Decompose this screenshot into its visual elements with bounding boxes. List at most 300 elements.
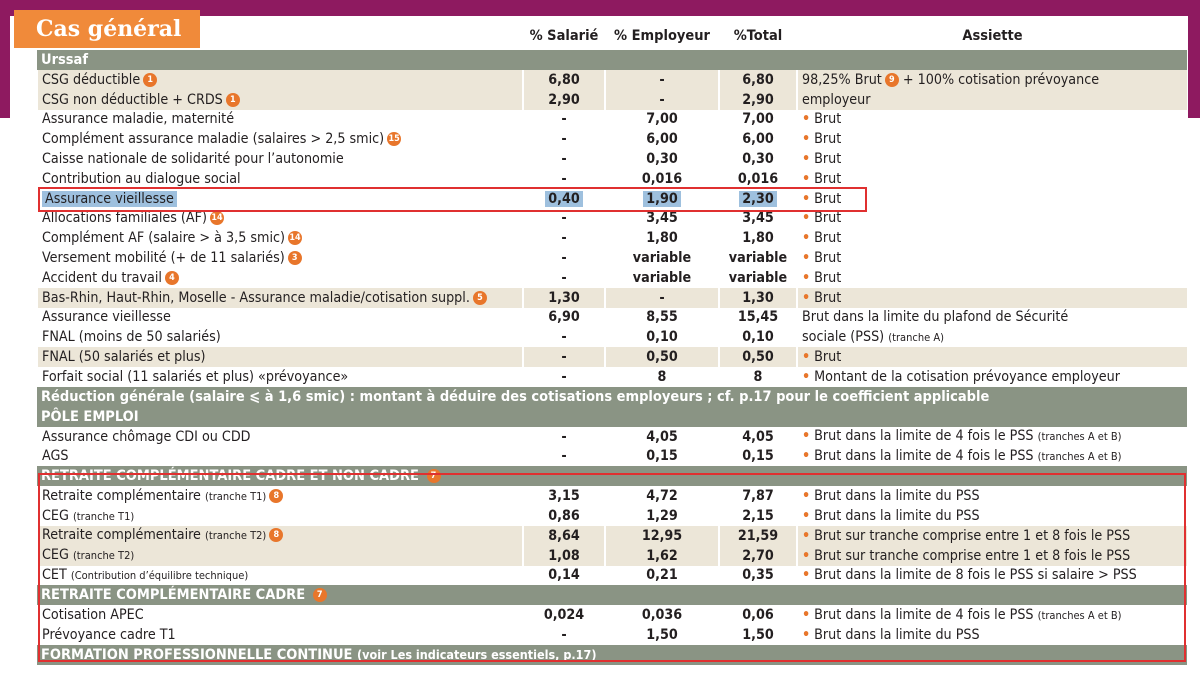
assiette-text: Brut sur tranche comprise entre 1 et 8 fois le PSS: [814, 527, 1131, 544]
rate-emp-cell: [605, 189, 719, 209]
row-label: Bas-Rhin, Haut-Rhin, Moselle - Assurance maladie/cotisation suppl.: [42, 289, 470, 306]
rate-sal-cell: [523, 189, 605, 209]
bullet-icon: •: [802, 488, 811, 505]
rate-sal-cell: [523, 308, 605, 328]
assiette-text: Brut dans la limite du PSS: [814, 627, 980, 644]
table-row: [37, 447, 1187, 467]
assiette-cell: [797, 70, 1187, 90]
note-number-icon: 14: [211, 213, 223, 224]
rate-sal-cell: [523, 248, 605, 268]
note-number-icon: 9: [885, 73, 899, 87]
rate-tot: 1,50: [742, 627, 774, 644]
row-label: Prévoyance cadre T1: [42, 627, 176, 644]
rate-emp: 8,55: [646, 309, 678, 326]
rate-sal-cell: [523, 506, 605, 526]
assiette-text: Brut dans la limite de 4 fois le PSS: [814, 428, 1034, 445]
assiette-suffix: + 100% cotisation prévoyance: [902, 71, 1100, 88]
assiette-text: Brut: [814, 151, 842, 168]
assiette-note: (tranche A): [888, 330, 944, 344]
table-row: [37, 526, 1187, 546]
rate-tot-cell: [719, 110, 797, 130]
assiette-cell: [797, 308, 1187, 328]
rate-tot-cell: [719, 70, 797, 90]
row-label: CSG non déductible + CRDS: [42, 91, 223, 108]
rate-emp-cell: [605, 566, 719, 586]
note-number-icon: 5: [473, 291, 487, 305]
table-row: [37, 625, 1187, 645]
assiette-cell: [797, 288, 1187, 308]
table-row: [37, 248, 1187, 268]
row-label-note: (tranche T1): [72, 509, 135, 523]
contributions-table: [36, 22, 1187, 665]
row-label: Assurance maladie, maternité: [42, 111, 235, 128]
row-label-note: (tranche T2): [204, 529, 267, 543]
rate-sal: -: [561, 448, 567, 465]
rate-emp: 1,90: [643, 191, 681, 207]
section-title: FORMATION PROFESSIONNELLE CONTINUE: [41, 646, 353, 663]
table-row: [37, 70, 1187, 90]
assiette-text: Brut sur tranche comprise entre 1 et 8 fois le PSS: [814, 547, 1131, 564]
rate-tot: 21,59: [737, 527, 779, 544]
rate-sal: -: [561, 210, 567, 227]
rate-sal-cell: [523, 288, 605, 308]
section-header-row: [37, 645, 1187, 665]
rate-emp: 12,95: [641, 527, 683, 544]
rate-sal-cell: [523, 526, 605, 546]
assiette-text: Brut: [814, 111, 842, 128]
assiette-cell: [797, 169, 1187, 189]
rate-tot-cell: [719, 327, 797, 347]
bullet-icon: •: [802, 170, 811, 187]
rate-emp-cell: [605, 526, 719, 546]
rate-sal-cell: [523, 268, 605, 288]
rate-tot: 4,05: [742, 428, 774, 445]
rate-emp-cell: [605, 169, 719, 189]
rate-sal: -: [561, 368, 567, 385]
rate-emp-cell: [605, 625, 719, 645]
assiette-cell: [797, 347, 1187, 367]
rate-tot-cell: [719, 566, 797, 586]
assiette-text: Brut dans la limite du PSS: [814, 488, 980, 505]
table-row: [37, 110, 1187, 130]
rate-emp: 3,45: [646, 210, 678, 227]
section-title: Réduction générale (salaire ⩽ à 1,6 smic) : montant à déduire des cotisations employeurs ; cf. p.17 pour le coefficient applicable: [41, 388, 990, 405]
assiette-text: employeur: [802, 91, 871, 108]
assiette-text: Brut: [814, 269, 842, 286]
rate-sal: 6,80: [548, 71, 580, 88]
rate-emp: 1,80: [646, 230, 678, 247]
row-label-cell: [37, 70, 523, 90]
rate-tot: 2,30: [739, 191, 777, 207]
row-label: Complément AF (salaire > à 3,5 smic): [42, 230, 286, 247]
rate-tot-cell: [719, 367, 797, 387]
row-label-cell: [37, 506, 523, 526]
rate-tot: 7,87: [742, 488, 774, 505]
table-row: [37, 189, 1187, 209]
rate-sal: 0,14: [548, 567, 580, 584]
rate-emp-cell: [605, 110, 719, 130]
assiette-text: Brut dans la limite de 8 fois le PSS si salaire > PSS: [814, 567, 1137, 584]
rate-sal: 8,64: [548, 527, 580, 544]
row-label: Forfait social (11 salariés et plus) «prévoyance»: [42, 368, 349, 385]
rate-emp-cell: [605, 367, 719, 387]
rate-tot: 0,35: [742, 567, 774, 584]
section-title: RETRAITE COMPLÉMENTAIRE CADRE ET NON CADRE: [41, 468, 419, 485]
row-label-cell: [37, 566, 523, 586]
rate-tot: 0,016: [737, 170, 779, 187]
section-title-cell: [37, 50, 1187, 70]
assiette-text: Brut: [814, 250, 842, 267]
rate-emp: 8: [657, 368, 667, 385]
rate-sal-cell: [523, 110, 605, 130]
row-label-note: (tranche T2): [72, 549, 135, 563]
row-label-cell: [37, 189, 523, 209]
section-title-cell: [37, 466, 1187, 486]
bullet-icon: •: [802, 428, 811, 445]
rate-emp: variable: [632, 269, 692, 286]
row-label-cell: [37, 327, 523, 347]
rate-sal: -: [561, 428, 567, 445]
assiette-text: Brut: [814, 210, 842, 227]
assiette-cell: [797, 327, 1187, 347]
rate-tot: 7,00: [742, 111, 774, 128]
assiette-cell: [797, 189, 1187, 209]
bullet-icon: •: [802, 567, 811, 584]
rate-tot-cell: [719, 347, 797, 367]
rate-sal: 3,15: [548, 488, 580, 505]
row-label-cell: [37, 308, 523, 328]
section-title: Urssaf: [41, 52, 89, 68]
row-label: FNAL (moins de 50 salariés): [42, 329, 221, 346]
row-label: Assurance vieillesse: [42, 191, 177, 207]
row-label-cell: [37, 129, 523, 149]
note-number-icon: 15: [388, 134, 400, 145]
assiette-note: (tranches A et B): [1037, 608, 1122, 622]
row-label-cell: [37, 149, 523, 169]
rate-emp: -: [659, 289, 665, 306]
rate-emp-cell: [605, 209, 719, 229]
note-number-icon: 4: [165, 271, 179, 285]
rate-sal-cell: [523, 566, 605, 586]
rate-sal: -: [561, 151, 567, 168]
rate-tot: 1,30: [742, 289, 774, 306]
rate-emp-cell: [605, 605, 719, 625]
row-label-cell: [37, 209, 523, 229]
rate-emp: 0,50: [646, 349, 678, 366]
assiette-text: Brut: [814, 230, 842, 247]
rate-tot: 0,15: [742, 448, 774, 465]
assiette-text: 98,25% Brut: [802, 71, 882, 88]
assiette-cell: [797, 268, 1187, 288]
rate-tot-cell: [719, 447, 797, 467]
rate-emp-cell: [605, 228, 719, 248]
table-row: [37, 566, 1187, 586]
page-title: Cas général: [14, 10, 200, 48]
table-row: [37, 149, 1187, 169]
rate-tot-cell: [719, 129, 797, 149]
assiette-cell: [797, 447, 1187, 467]
row-label: Allocations familiales (AF): [42, 210, 207, 227]
section-header-row: [37, 50, 1187, 70]
rate-emp: 0,21: [646, 567, 678, 584]
rate-tot: 3,45: [742, 210, 774, 227]
note-number-icon: 7: [427, 469, 441, 483]
note-number-icon: 7: [313, 588, 327, 602]
rate-tot: 2,70: [742, 547, 774, 564]
rate-sal: 1,08: [548, 547, 580, 564]
rate-tot-cell: [719, 605, 797, 625]
assiette-text: Brut: [814, 349, 842, 366]
rate-sal-cell: [523, 228, 605, 248]
rate-sal: 6,90: [548, 309, 580, 326]
rate-sal-cell: [523, 129, 605, 149]
rate-tot: 2,90: [742, 91, 774, 108]
rate-tot: 6,80: [742, 71, 774, 88]
section-title-cell: [37, 387, 1187, 407]
rate-emp: 1,29: [646, 508, 678, 525]
row-label-cell: [37, 248, 523, 268]
row-label-cell: [37, 288, 523, 308]
table-header-row: [37, 22, 1187, 50]
rate-sal: -: [561, 349, 567, 366]
rate-emp-cell: [605, 90, 719, 110]
rate-emp: -: [659, 71, 665, 88]
rate-emp-cell: [605, 308, 719, 328]
row-label-cell: [37, 110, 523, 130]
assiette-cell: [797, 248, 1187, 268]
assiette-note: (tranches A et B): [1037, 449, 1122, 463]
rate-sal-cell: [523, 169, 605, 189]
row-label-cell: [37, 169, 523, 189]
row-label-cell: [37, 486, 523, 506]
bullet-icon: •: [802, 250, 811, 267]
rate-tot-cell: [719, 149, 797, 169]
rate-sal: -: [561, 131, 567, 148]
assiette-cell: [797, 486, 1187, 506]
assiette-cell: [797, 625, 1187, 645]
assiette-cell: [797, 427, 1187, 447]
row-label-cell: [37, 228, 523, 248]
row-label: Cotisation APEC: [42, 607, 144, 624]
note-number-icon: 14: [289, 233, 301, 244]
assiette-cell: [797, 149, 1187, 169]
rate-tot-cell: [719, 526, 797, 546]
rate-emp: 4,72: [646, 488, 678, 505]
col-header-salarie: % Salarié: [523, 22, 605, 50]
rate-sal: -: [561, 170, 567, 187]
row-label: Complément assurance maladie (salaires > 2,5 smic): [42, 131, 385, 148]
col-header-assiette: Assiette: [797, 22, 1187, 50]
row-label: CEG: [42, 507, 69, 524]
rate-sal: 1,30: [548, 289, 580, 306]
rate-tot: 2,15: [742, 508, 774, 525]
rate-tot-cell: [719, 546, 797, 566]
bullet-icon: •: [802, 289, 811, 306]
row-label-cell: [37, 367, 523, 387]
row-label-cell: [37, 347, 523, 367]
table-row: [37, 268, 1187, 288]
rate-sal: -: [561, 230, 567, 247]
rate-tot: 0,50: [742, 349, 774, 366]
rate-emp-cell: [605, 70, 719, 90]
rate-tot-cell: [719, 248, 797, 268]
row-label-cell: [37, 268, 523, 288]
row-label: Retraite complémentaire: [42, 487, 201, 504]
rate-sal-cell: [523, 625, 605, 645]
rate-sal-cell: [523, 367, 605, 387]
table-row: [37, 228, 1187, 248]
col-header-total: %Total: [719, 22, 797, 50]
rate-sal-cell: [523, 605, 605, 625]
rate-emp-cell: [605, 447, 719, 467]
rate-emp: 0,10: [646, 329, 678, 346]
rate-sal-cell: [523, 327, 605, 347]
section-title-cell: [37, 645, 1187, 665]
rate-emp: 0,016: [641, 170, 683, 187]
rate-tot-cell: [719, 486, 797, 506]
note-number-icon: 1: [226, 93, 240, 107]
table-row: [37, 546, 1187, 566]
assiette-cell: [797, 110, 1187, 130]
assiette-cell: [797, 129, 1187, 149]
rate-sal-cell: [523, 347, 605, 367]
rate-emp: 6,00: [646, 131, 678, 148]
note-number-icon: 3: [288, 251, 302, 265]
row-label-cell: [37, 90, 523, 110]
rate-sal: 0,40: [545, 191, 583, 207]
rate-sal: -: [561, 269, 567, 286]
rate-emp: 0,15: [646, 448, 678, 465]
bullet-icon: •: [802, 368, 811, 385]
table-row: [37, 288, 1187, 308]
rate-tot: variable: [728, 269, 788, 286]
assiette-text: Brut dans la limite du plafond de Sécurité: [802, 309, 1069, 326]
bullet-icon: •: [802, 627, 811, 644]
assiette-text: Brut: [814, 190, 842, 207]
row-label: CSG déductible: [42, 71, 141, 88]
row-label-cell: [37, 447, 523, 467]
rate-tot: 0,10: [742, 329, 774, 346]
rate-emp-cell: [605, 129, 719, 149]
rate-emp: variable: [632, 250, 692, 267]
assiette-text: Montant de la cotisation prévoyance employeur: [814, 368, 1120, 385]
rate-sal: 0,86: [548, 508, 580, 525]
bullet-icon: •: [802, 547, 811, 564]
assiette-cell: [797, 506, 1187, 526]
section-title-cell: [37, 407, 1187, 427]
bullet-icon: •: [802, 606, 811, 623]
rate-tot: 0,30: [742, 151, 774, 168]
row-label: Assurance chômage CDI ou CDD: [42, 428, 251, 445]
section-title: RETRAITE COMPLÉMENTAIRE CADRE: [41, 587, 306, 604]
rate-emp: 1,50: [646, 627, 678, 644]
note-number-icon: 1: [143, 73, 157, 87]
rate-tot-cell: [719, 288, 797, 308]
row-label-cell: [37, 526, 523, 546]
row-label: Contribution au dialogue social: [42, 170, 241, 187]
assiette-cell: [797, 546, 1187, 566]
rate-emp: 7,00: [646, 111, 678, 128]
section-note: (voir Les indicateurs essentiels, p.17): [357, 646, 597, 662]
rate-sal: 0,024: [543, 607, 585, 624]
rate-sal-cell: [523, 447, 605, 467]
row-label: CET: [42, 566, 67, 583]
row-label: Retraite complémentaire: [42, 527, 201, 544]
rate-sal: -: [561, 329, 567, 346]
assiette-text: Brut: [814, 289, 842, 306]
bullet-icon: •: [802, 111, 811, 128]
rate-tot: 8: [753, 368, 763, 385]
rate-tot-cell: [719, 427, 797, 447]
row-label: CEG: [42, 547, 69, 564]
note-number-icon: 8: [269, 528, 283, 542]
rate-sal-cell: [523, 90, 605, 110]
assiette-text: Brut: [814, 131, 842, 148]
bullet-icon: •: [802, 210, 811, 227]
rate-sal-cell: [523, 149, 605, 169]
rate-emp: 4,05: [646, 428, 678, 445]
rate-emp-cell: [605, 327, 719, 347]
row-label: FNAL (50 salariés et plus): [42, 349, 206, 366]
bullet-icon: •: [802, 508, 811, 525]
rate-emp-cell: [605, 486, 719, 506]
section-title: PÔLE EMPLOI: [41, 408, 139, 425]
assiette-cell: [797, 209, 1187, 229]
bullet-icon: •: [802, 269, 811, 286]
assiette-cell: [797, 566, 1187, 586]
assiette-text: Brut: [814, 170, 842, 187]
assiette-cell: [797, 228, 1187, 248]
bullet-icon: •: [802, 527, 811, 544]
table-row: [37, 427, 1187, 447]
assiette-note: (tranches A et B): [1037, 430, 1122, 444]
rate-sal: -: [561, 111, 567, 128]
assiette-cell: [797, 605, 1187, 625]
bullet-icon: •: [802, 131, 811, 148]
table-row: [37, 486, 1187, 506]
row-label: Caisse nationale de solidarité pour l’autonomie: [42, 151, 344, 168]
rate-tot-cell: [719, 506, 797, 526]
rate-tot-cell: [719, 189, 797, 209]
rate-tot: 1,80: [742, 230, 774, 247]
rate-emp-cell: [605, 347, 719, 367]
rate-sal: -: [561, 627, 567, 644]
row-label: Assurance vieillesse: [42, 309, 171, 326]
row-label-note: (tranche T1): [204, 489, 267, 503]
rate-emp-cell: [605, 268, 719, 288]
rate-emp: 0,036: [641, 607, 683, 624]
table-row: [37, 327, 1187, 347]
rate-emp-cell: [605, 546, 719, 566]
rate-tot-cell: [719, 268, 797, 288]
bullet-icon: •: [802, 151, 811, 168]
bullet-icon: •: [802, 349, 811, 366]
rate-tot: variable: [728, 250, 788, 267]
table-row: [37, 129, 1187, 149]
rate-sal-cell: [523, 486, 605, 506]
rate-sal: -: [561, 250, 567, 267]
row-label-cell: [37, 625, 523, 645]
assiette-cell: [797, 367, 1187, 387]
rate-sal: 2,90: [548, 91, 580, 108]
rate-emp-cell: [605, 427, 719, 447]
rate-tot: 15,45: [737, 309, 779, 326]
rate-emp-cell: [605, 248, 719, 268]
rate-emp: -: [659, 91, 665, 108]
section-header-row: [37, 585, 1187, 605]
rate-tot-cell: [719, 209, 797, 229]
row-label: Versement mobilité (+ de 11 salariés): [42, 250, 285, 267]
